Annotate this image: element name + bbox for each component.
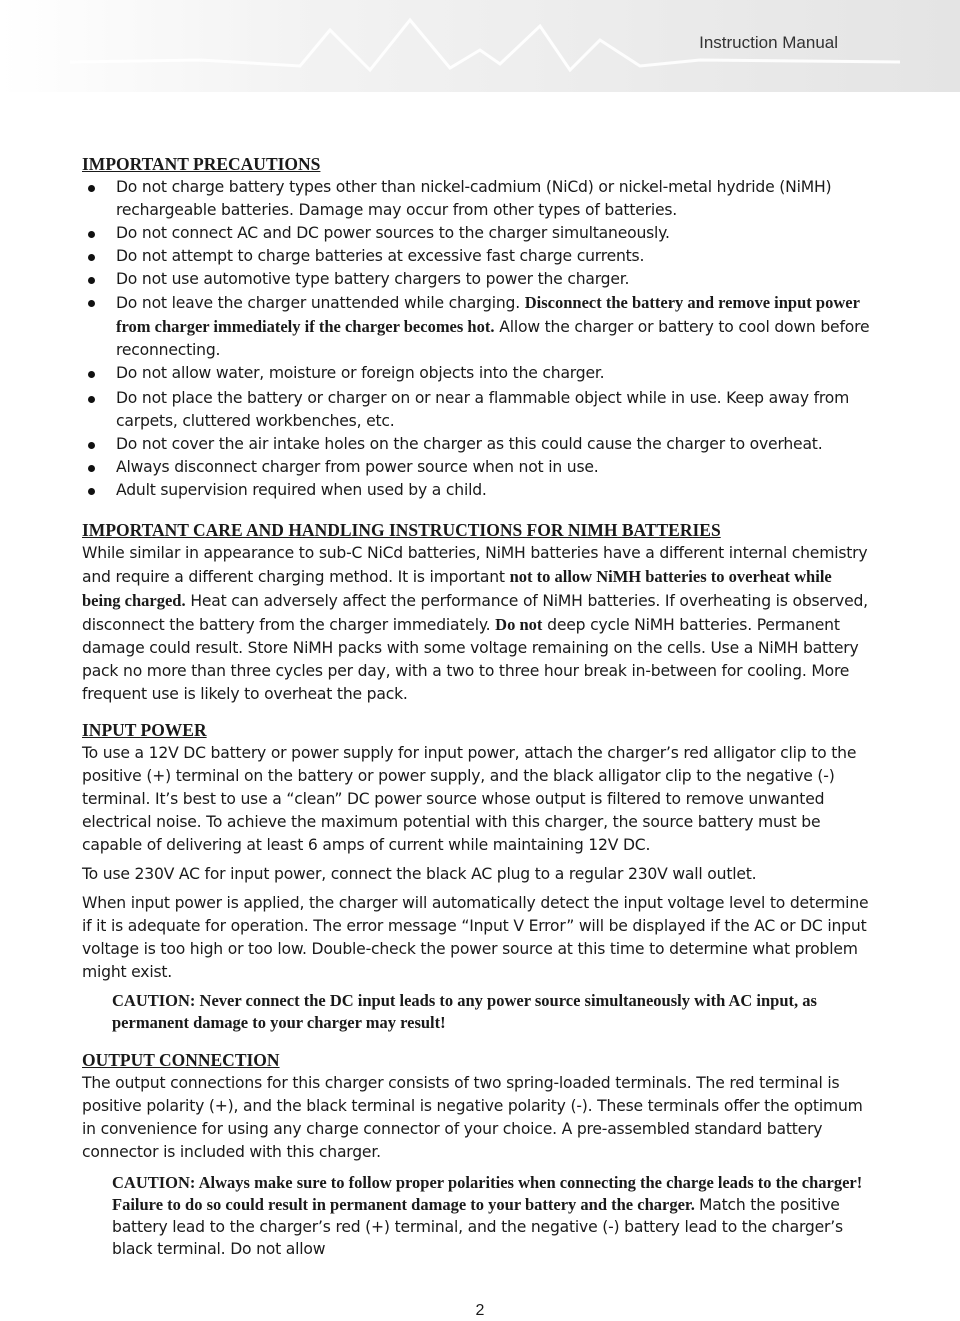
list-item: Do not place the battery or charger on or near a flammable object while in use. Keep away from carpets, cluttered workbenches, etc. — [82, 387, 872, 433]
precautions-heading: IMPORTANT PRECAUTIONS — [82, 154, 321, 174]
list-item: Do not allow water, moisture or foreign objects into the charger. — [82, 362, 872, 385]
header-band — [0, 0, 960, 92]
input-power-paragraph-detect: When input power is applied, the charger will automatically detect the input voltage level to determine if it is adequate for operation. The error message “Input V Error” will be displayed if the AC or DC input voltage is too high or too low. Double-check the power source at this time to determine what problem might exist. — [82, 894, 869, 981]
output-connection-heading: OUTPUT CONNECTION — [82, 1050, 280, 1070]
list-item: Do not use automotive type battery chargers to power the charger. — [82, 268, 872, 291]
list-item: Do not attempt to charge batteries at excessive fast charge currents. — [82, 245, 872, 268]
hot-warning: Disconnect the battery and remove input power from charger immediately if the charger becomes hot. — [116, 293, 860, 336]
input-power-paragraph-ac: To use 230V AC for input power, connect the black AC plug to a regular 230V wall outlet. — [82, 865, 757, 883]
care-heading: IMPORTANT CARE AND HANDLING INSTRUCTIONS FOR NIMH BATTERIES — [82, 520, 721, 540]
list-item: Do not connect AC and DC power sources to the charger simultaneously. — [82, 222, 872, 245]
header-title: Instruction Manual — [699, 33, 838, 52]
output-connection-paragraph: The output connections for this charger consists of two spring-loaded terminals. The red terminal is positive polarity (+), and the black terminal is negative polarity (-). These terminals offer the optimum in convenience for using any charge connector of your choice. A pre-assembled standard battery connector is included with this charger. — [82, 1074, 863, 1161]
care-paragraph: While similar in appearance to sub-C NiCd batteries, NiMH batteries have a different internal chemistry and require a different charging method. It is important not to allow NiMH batteries to overheat while being charged. Heat can adversely affect the performance of NiMH batteries. If overheating is observed, disconnect the battery from the charger immediately. Do not deep cycle NiMH batteries. Permanent damage could result. Store NiMH packs with some voltage remaining on the cells. Use a NiMH battery pack no more than three cycles per day, with a two to three hour break in-between for cooling. More frequent use is likely to overheat the pack. — [82, 544, 868, 703]
page-content — [82, 152, 872, 1260]
page-number: 2 — [475, 1302, 485, 1319]
list-item: Do not cover the air intake holes on the charger as this could cause the charger to overheat. — [82, 433, 872, 456]
output-connection-caution: CAUTION: Always make sure to follow proper polarities when connecting the charge leads to the charger! Failure to do so could result in permanent damage to your battery and the charger. Match the positive battery lead to the charger’s red (+) terminal, and the negative (-) battery lead to the charger’s black terminal. Do not allow — [112, 1173, 863, 1258]
input-power-heading: INPUT POWER — [82, 720, 207, 740]
input-power-paragraph-dc: To use a 12V DC battery or power supply for input power, attach the charger’s red alligator clip to the positive (+) terminal on the battery or power supply, and the black alligator clip to the negative (-) terminal. It’s best to use a “clean” DC power source whose output is filtered to remove unwanted electrical noise. To achieve the maximum potential with this charger, the source battery must be capable of delivering at least 6 amps of current while maintaining 12V DC. — [82, 744, 857, 854]
list-item: Adult supervision required when used by a child. — [82, 479, 872, 502]
list-item: Do not charge battery types other than nickel-cadmium (NiCd) or nickel-metal hydride (NiMH) rechargeable batteries. Damage may occur from other types of batteries. — [82, 176, 872, 222]
input-power-caution: CAUTION: Never connect the DC input leads to any power source simultaneously with AC input, as permanent damage to your charger may result! — [112, 991, 817, 1032]
list-item: Do not leave the charger unattended while charging. Disconnect the battery and remove input power from charger immediately if the charger becomes hot. Allow the charger or battery to cool down before reconnecting. — [82, 291, 872, 362]
list-item: Always disconnect charger from power source when not in use. — [82, 456, 872, 479]
precautions-list — [82, 176, 872, 502]
